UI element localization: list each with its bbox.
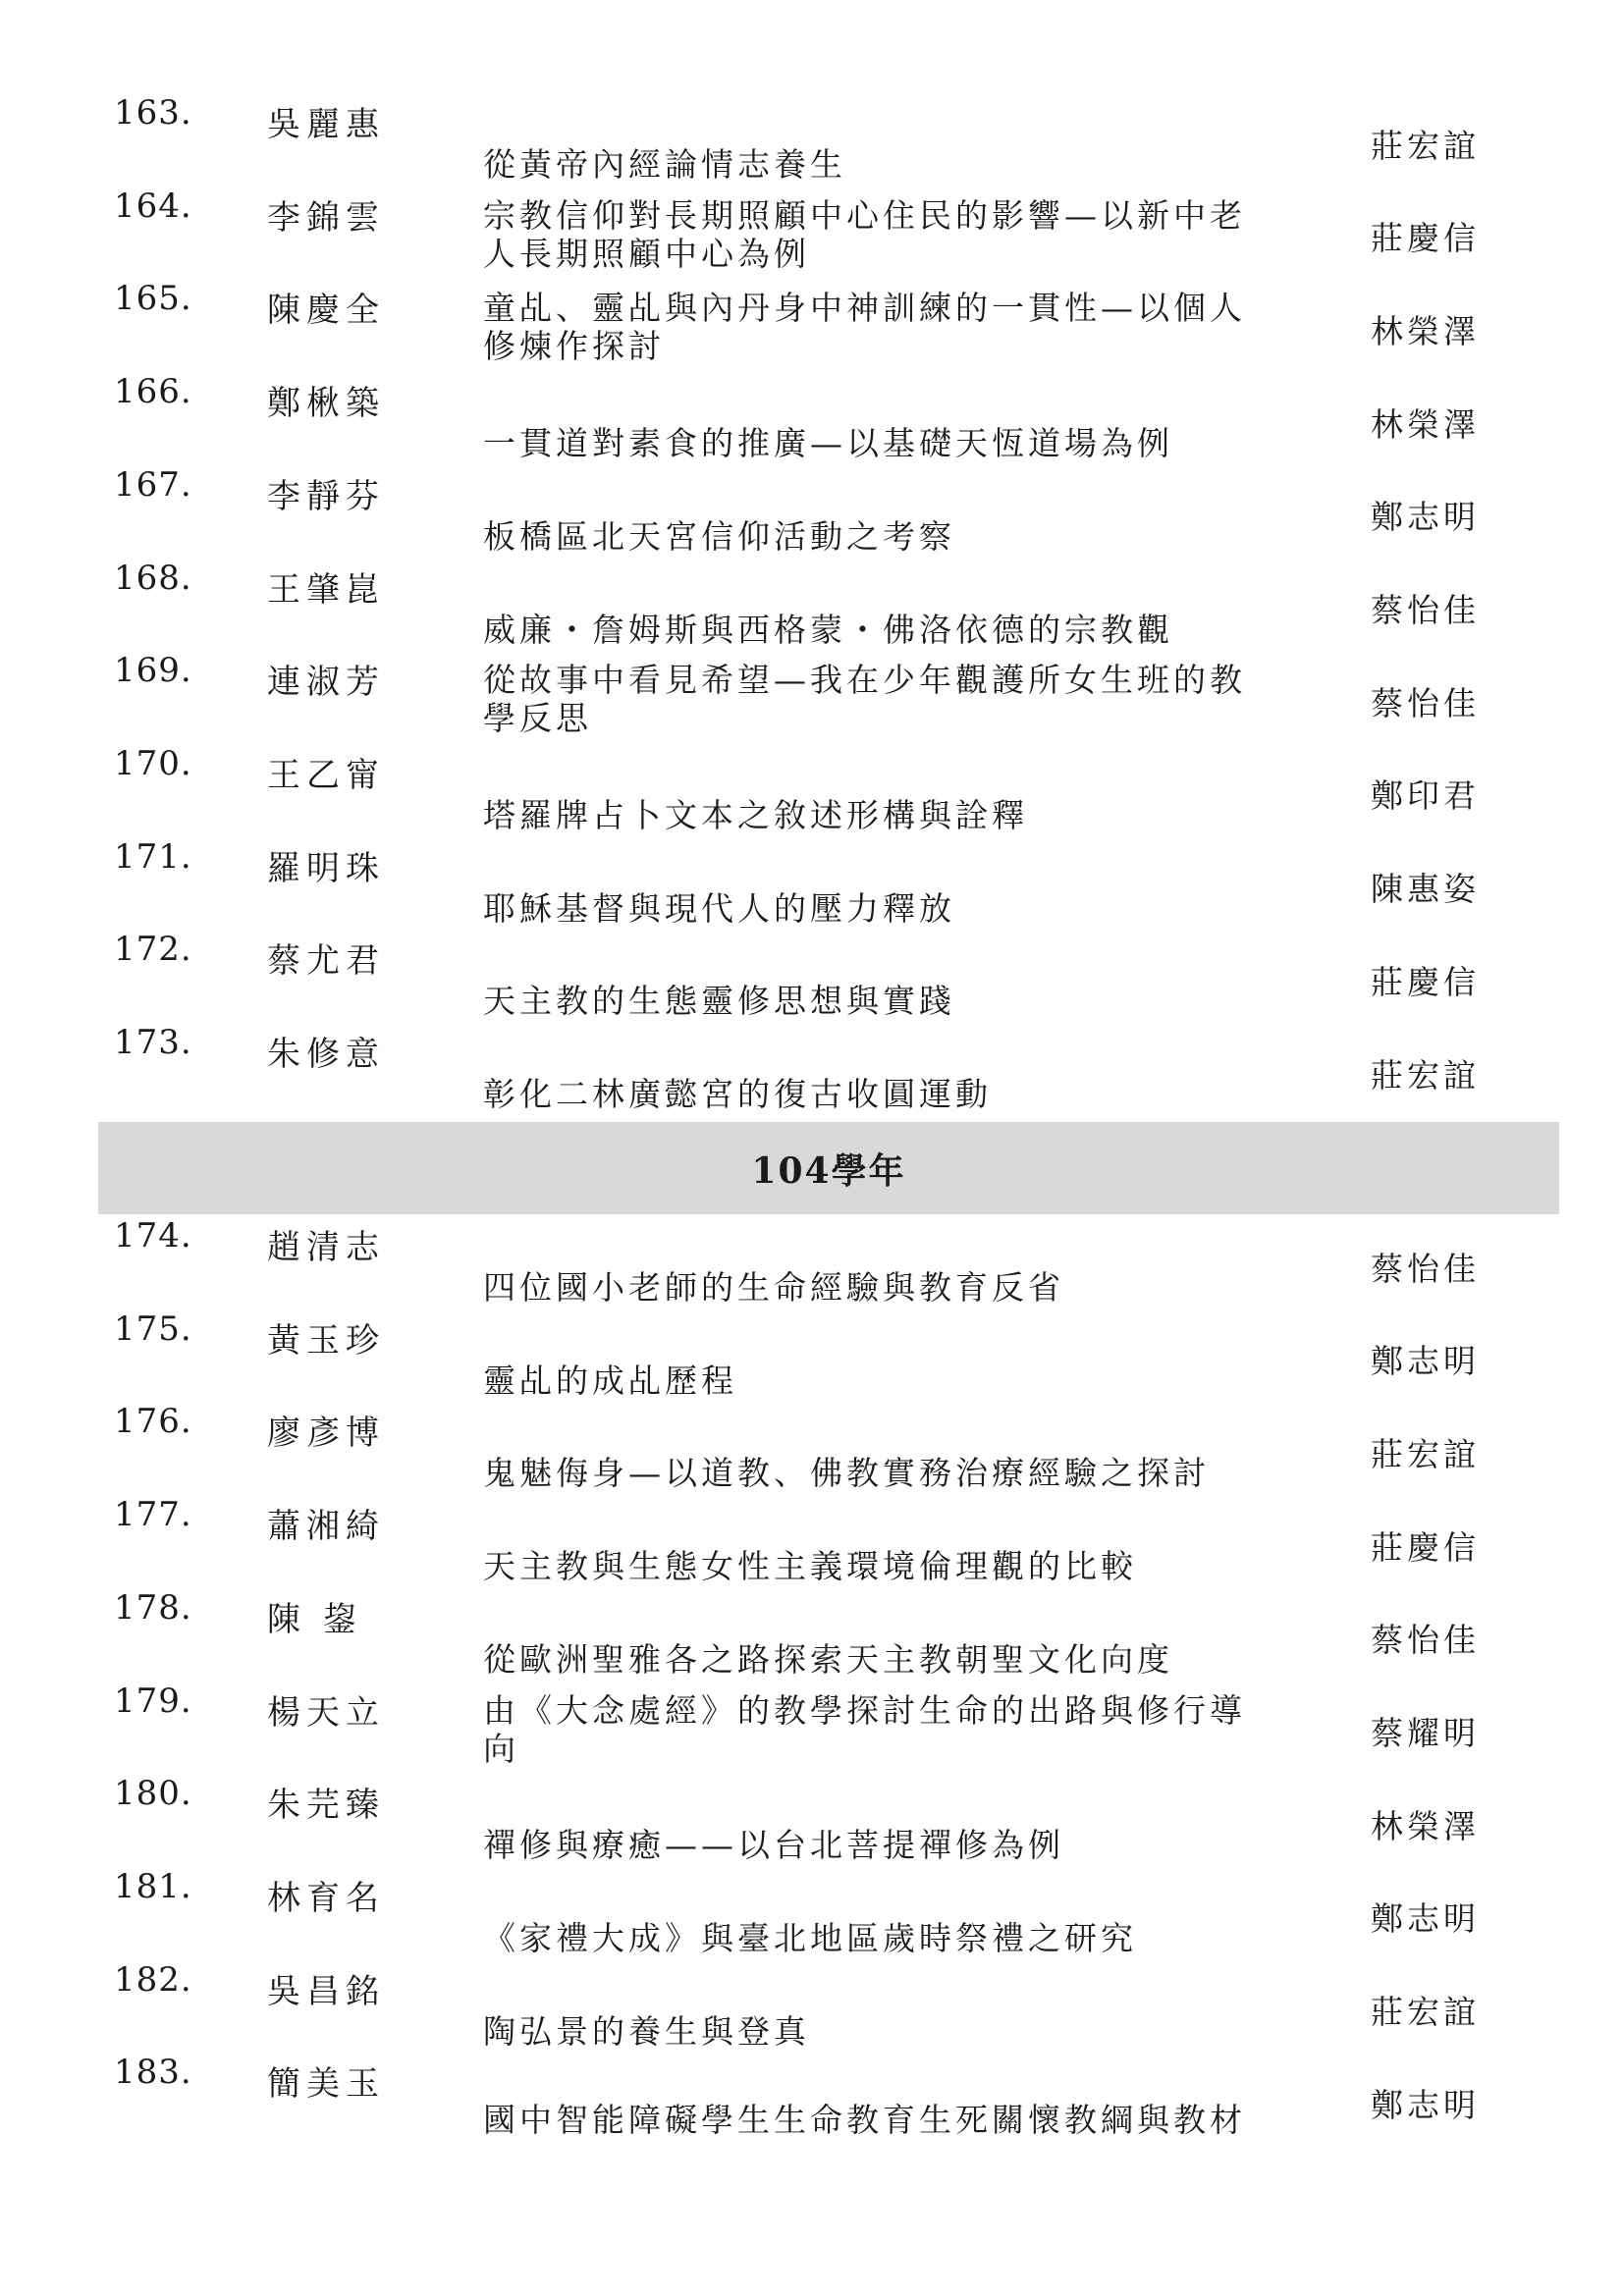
row-number: 169.: [114, 651, 192, 691]
student-name: 吳昌銘: [267, 1971, 385, 2011]
advisor-name: 莊宏誼: [1371, 1055, 1480, 1095]
advisor-name: 林榮澤: [1371, 1806, 1480, 1845]
academic-year-header: 104學年: [98, 1122, 1559, 1214]
row-number: 173.: [114, 1023, 192, 1062]
student-name: 鄭楸築: [267, 384, 385, 424]
thesis-row: [98, 463, 1571, 556]
advisor-name: 林榮澤: [1371, 404, 1480, 444]
advisor-name: 鄭志明: [1371, 1899, 1480, 1939]
thesis-title: 彰化二林廣懿宮的復古收圓運動: [483, 1075, 992, 1113]
advisor-name: 蔡怡佳: [1371, 1621, 1480, 1660]
advisor-name: 蔡耀明: [1371, 1714, 1480, 1752]
row-number: 179.: [114, 1681, 192, 1721]
row-number: 171.: [114, 836, 192, 877]
thesis-row: [98, 1865, 1571, 1957]
advisor-name: 莊慶信: [1371, 962, 1480, 1001]
thesis-row: [98, 742, 1571, 834]
student-name: 陳慶全: [267, 291, 385, 331]
thesis-title: 《家禮大成》與臺北地區歲時祭禮之研究: [483, 1918, 1137, 1957]
advisor-name: 莊宏誼: [1371, 1434, 1480, 1473]
thesis-title: 天主教與生態女性主義環境倫理觀的比較: [483, 1547, 1137, 1586]
student-name: 吳麗惠: [267, 105, 385, 144]
advisor-name: 莊宏誼: [1371, 126, 1480, 165]
row-number: 180.: [114, 1774, 192, 1814]
advisor-name: 莊宏誼: [1371, 1993, 1480, 2032]
thesis-row: [98, 1680, 1571, 1772]
row-number: 176.: [114, 1402, 192, 1442]
thesis-row: [98, 1586, 1571, 1679]
thesis-title: 童乩、靈乩與內丹身中神訓練的一貫性—以個人修煉作探討: [483, 289, 1246, 366]
thesis-title: 威廉・詹姆斯與西格蒙・佛洛依德的宗教觀: [483, 610, 1173, 649]
row-number: 183.: [114, 2053, 192, 2093]
thesis-row: [98, 835, 1571, 928]
thesis-title: 四位國小老師的生命經驗與教育反省: [483, 1268, 1064, 1307]
row-number: 167.: [114, 464, 192, 505]
advisor-name: 蔡怡佳: [1371, 683, 1480, 722]
advisor-name: 鄭志明: [1371, 1342, 1480, 1381]
row-number: 168.: [114, 558, 192, 598]
thesis-title: 陶弘景的養生與登真: [483, 2011, 810, 2051]
row-number: 166.: [114, 372, 192, 412]
student-name: 楊天立: [267, 1692, 385, 1733]
advisor-name: 陳惠姿: [1371, 870, 1480, 909]
row-number: 182.: [114, 1959, 192, 2000]
student-name: 羅明珠: [267, 848, 385, 888]
thesis-row: [98, 649, 1571, 741]
student-name: 趙清志: [267, 1228, 385, 1267]
thesis-row: [98, 557, 1571, 649]
row-number: 174.: [114, 1216, 192, 1255]
student-name: 簡美玉: [267, 2064, 385, 2105]
thesis-title: 靈乩的成乩歷程: [483, 1361, 737, 1400]
thesis-row: [98, 185, 1571, 277]
thesis-row: [98, 2051, 1571, 2143]
thesis-title: 國中智能障礙學生生命教育生死關懷教綱與教材: [483, 2101, 1246, 2140]
thesis-title: 從歐洲聖雅各之路探索天主教朝聖文化向度: [483, 1639, 1173, 1679]
thesis-row: [98, 1021, 1571, 1113]
thesis-title: 由《大念處經》的教學探討生命的出路與修行導向: [483, 1690, 1246, 1768]
thesis-title: 禪修與療癒——以台北菩提禪修為例: [483, 1826, 1064, 1865]
thesis-row: [98, 1772, 1571, 1864]
student-name: 蔡尤君: [267, 941, 385, 982]
student-name: 李靜芬: [267, 476, 385, 516]
thesis-row: [98, 277, 1571, 369]
thesis-title: 鬼魅侮身—以道教、佛教實務治療經驗之探討: [483, 1454, 1210, 1493]
student-name: 王肇崑: [267, 569, 385, 610]
advisor-name: 莊慶信: [1371, 1527, 1480, 1567]
advisor-name: 蔡怡佳: [1371, 591, 1480, 629]
student-name: 陳 鋆: [267, 1599, 362, 1639]
row-number: 163.: [114, 93, 192, 133]
thesis-row: [98, 928, 1571, 1020]
row-number: 175.: [114, 1308, 192, 1349]
row-number: 172.: [114, 930, 192, 970]
row-number: 170.: [114, 743, 192, 783]
thesis-title: 耶穌基督與現代人的壓力釋放: [483, 888, 955, 928]
student-name: 黃玉珍: [267, 1320, 385, 1361]
thesis-title: 從黃帝內經論情志養生: [483, 145, 846, 184]
thesis-title: 一貫道對素食的推廣—以基礎天恆道場為例: [483, 424, 1173, 463]
row-number: 165.: [114, 279, 192, 319]
advisor-name: 莊慶信: [1371, 219, 1480, 258]
advisor-name: 鄭印君: [1371, 776, 1480, 816]
student-name: 蕭湘綺: [267, 1507, 385, 1547]
student-name: 朱芫臻: [267, 1786, 385, 1826]
thesis-title: 塔羅牌占卜文本之敘述形構與詮釋: [483, 795, 1028, 834]
student-name: 王乙甯: [267, 755, 385, 795]
advisor-name: 鄭志明: [1371, 2085, 1480, 2124]
thesis-row: [98, 1308, 1571, 1400]
thesis-title: 天主教的生態靈修思想與實踐: [483, 982, 955, 1021]
thesis-title: 從故事中看見希望—我在少年觀護所女生班的教學反思: [483, 661, 1246, 738]
thesis-row: [98, 1493, 1571, 1585]
student-name: 廖彥博: [267, 1414, 385, 1454]
student-name: 李錦雲: [267, 197, 385, 238]
advisor-name: 蔡怡佳: [1371, 1249, 1480, 1288]
student-name: 連淑芳: [267, 663, 385, 703]
thesis-title: 板橋區北天宮信仰活動之考察: [483, 516, 955, 556]
row-number: 178.: [114, 1587, 192, 1628]
row-number: 177.: [114, 1495, 192, 1535]
row-number: 164.: [114, 186, 192, 226]
thesis-row: [98, 1958, 1571, 2051]
row-number: 181.: [114, 1866, 192, 1906]
student-name: 林育名: [267, 1878, 385, 1918]
advisor-name: 林榮澤: [1371, 311, 1480, 350]
thesis-row: [98, 1214, 1571, 1307]
thesis-row: [98, 91, 1571, 184]
advisor-name: 鄭志明: [1371, 498, 1480, 537]
thesis-title: 宗教信仰對長期照顧中心住民的影響—以新中老人長期照顧中心為例: [483, 195, 1246, 273]
thesis-row: [98, 370, 1571, 462]
student-name: 朱修意: [267, 1035, 385, 1074]
thesis-row: [98, 1400, 1571, 1492]
